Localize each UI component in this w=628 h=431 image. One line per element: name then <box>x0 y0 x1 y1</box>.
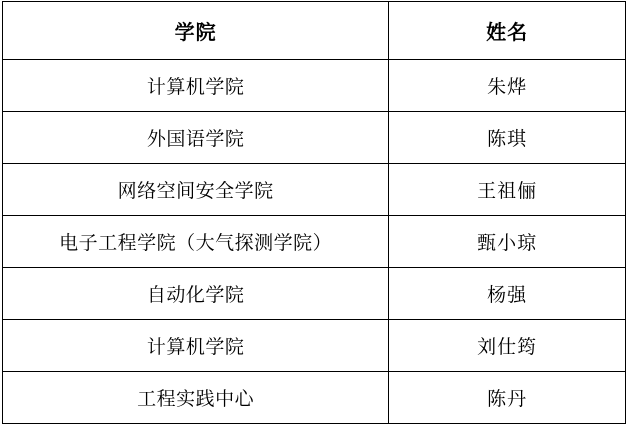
table-row <box>3 320 626 372</box>
cell-college: 工程实践中心 <box>3 372 389 424</box>
cell-college: 外国语学院 <box>3 112 389 164</box>
cell-college: 电子工程学院（大气探测学院） <box>3 216 389 268</box>
column-header-college: 学院 <box>3 2 389 60</box>
table-row <box>3 164 626 216</box>
cell-name: 朱烨 <box>389 60 626 112</box>
roster-table <box>2 1 626 424</box>
cell-college: 自动化学院 <box>3 268 389 320</box>
cell-name: 杨强 <box>389 268 626 320</box>
cell-name: 刘仕筠 <box>389 320 626 372</box>
column-header-name: 姓名 <box>389 2 626 60</box>
table-row <box>3 216 626 268</box>
table-row <box>3 60 626 112</box>
cell-name: 陈琪 <box>389 112 626 164</box>
cell-college: 计算机学院 <box>3 60 389 112</box>
table-header-row <box>3 2 626 60</box>
table-row <box>3 372 626 424</box>
cell-name: 王祖俪 <box>389 164 626 216</box>
cell-college: 网络空间安全学院 <box>3 164 389 216</box>
table-row <box>3 268 626 320</box>
cell-college: 计算机学院 <box>3 320 389 372</box>
table-row <box>3 112 626 164</box>
cell-name: 陈丹 <box>389 372 626 424</box>
cell-name: 甄小琼 <box>389 216 626 268</box>
